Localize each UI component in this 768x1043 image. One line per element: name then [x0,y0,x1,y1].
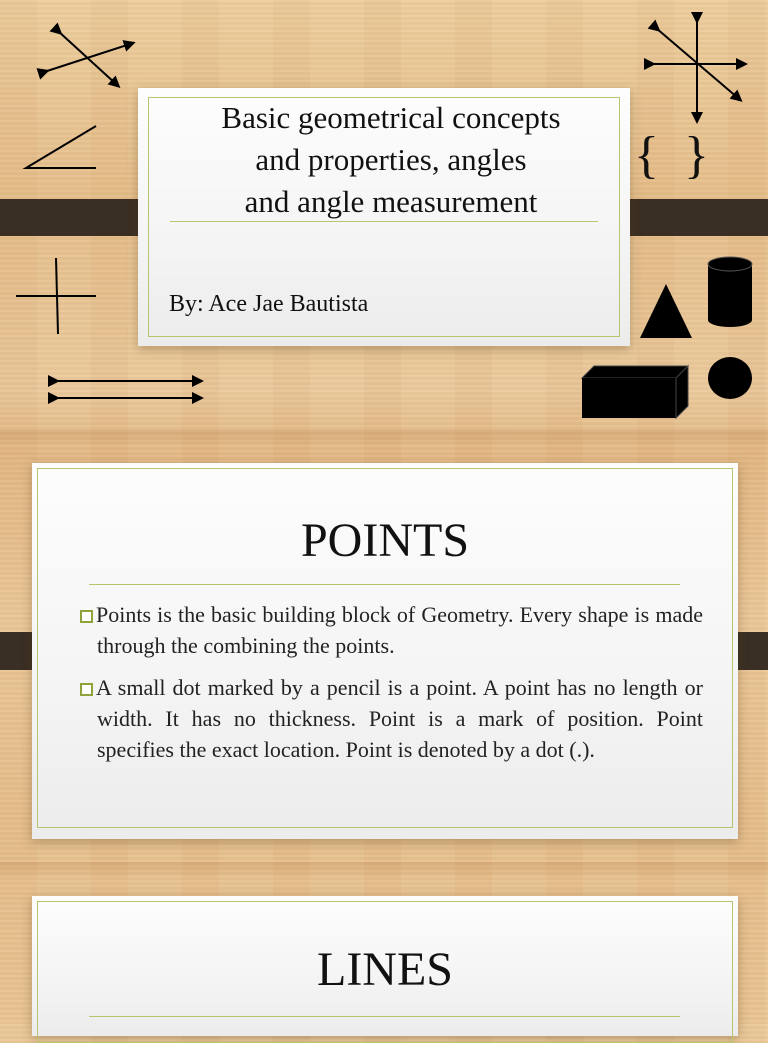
angle-icon [22,122,102,174]
parallel-lines-icon [50,372,202,406]
bullet-text: Points is the basic building block of Geometry. Every shape is made through the combining the points. [96,602,703,658]
right-accent-bar [612,199,768,236]
triangle-icon [638,282,694,340]
crossed-lines-icon [38,26,138,91]
bullet-item [97,599,703,661]
page-title: Basic geometrical concepts and properties, angles and angle measurement [221,100,561,219]
points-card [32,463,738,839]
cylinder-icon [706,256,754,328]
section-heading: POINTS [300,514,470,567]
checkbox-bullet-icon [80,683,93,696]
section-heading: LINES [317,943,453,996]
left-accent-bar [0,199,156,236]
lines-card [32,896,738,1036]
rectangular-prism-icon [580,364,692,420]
title-rule [170,221,598,222]
circle-icon [707,356,753,400]
author-byline: By: Ace Jae Bautista [169,291,369,317]
title-card [138,88,630,346]
perpendicular-lines-icon [16,258,100,336]
intersecting-lines-icon [646,14,746,124]
bullet-item [97,672,703,765]
slide-divider [0,862,768,876]
bullet-text: A small dot marked by a pencil is a point. A point has no length or width. It has no thickness. Point is a mark of position. Point specifies the exact location. Point is denoted by a dot (.). [96,675,703,762]
slide-divider [0,430,768,444]
set-braces-icon: { } [634,127,715,184]
heading-rule [89,584,680,585]
heading-rule [89,1016,680,1017]
checkbox-bullet-icon [80,610,93,623]
